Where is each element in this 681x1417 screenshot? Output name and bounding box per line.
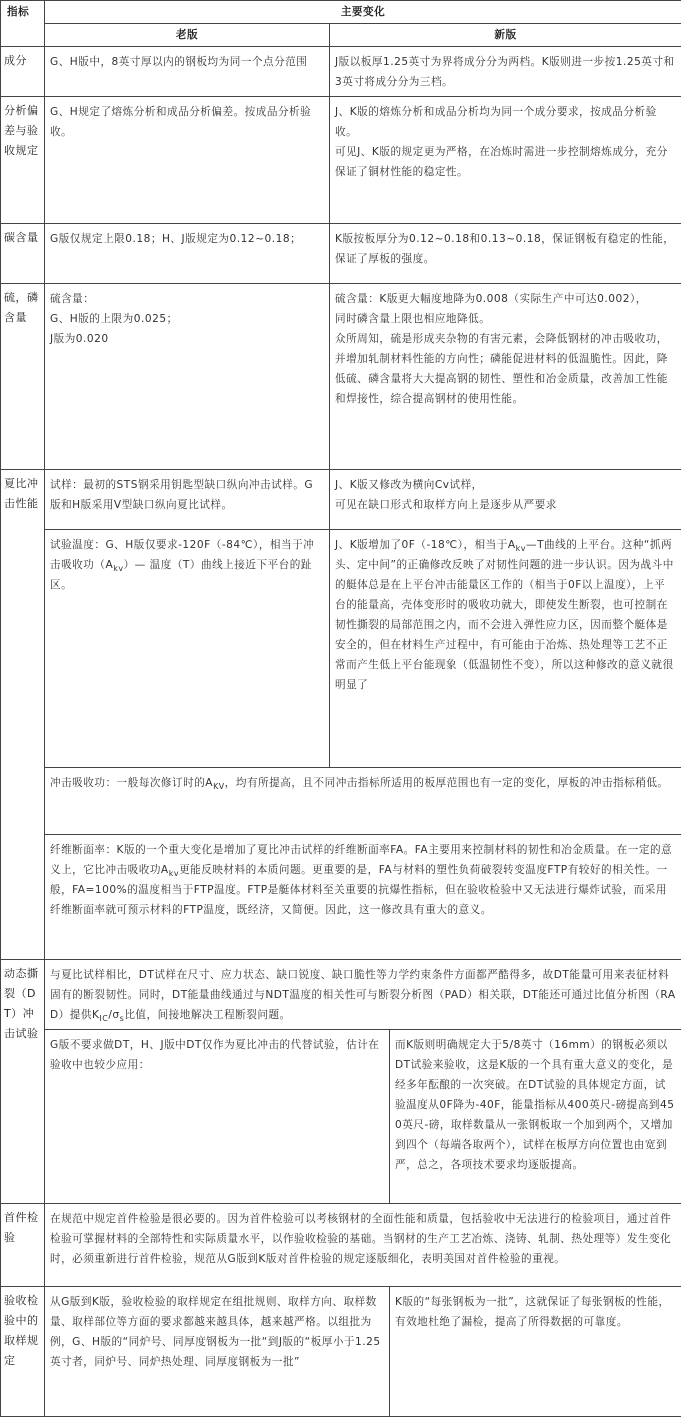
- new-text: [330, 284, 681, 470]
- paragraph: 硫含量：: [50, 289, 324, 309]
- row-label: 硫，磷含量: [1, 284, 45, 470]
- header-indicator: 指标: [1, 1, 45, 47]
- row-charpy-temperature: [1, 530, 681, 768]
- old-text: 试验温度：G、H版仅要求-120F（-84℃），相当于冲击吸收功$(A_{kv})—$ 温度（T）曲线上接近下平台的趾区。: [45, 530, 330, 768]
- old-text: G版仅规定上限0.18；H、J版规定为0.12~0.18；: [45, 224, 330, 284]
- row-label: 动态撕裂（DT）冲击试验: [1, 960, 45, 1204]
- paragraph: J版为0.020: [50, 329, 324, 349]
- paragraph: 可见在缺口形式和取样方向上是逐步从严要求: [335, 495, 676, 515]
- old-text: [45, 284, 330, 470]
- header-old: 老版: [45, 24, 330, 47]
- full-text: 纤维断面率：K版的一个重大变化是增加了夏比冲击试样的纤维断面率FA。FA主要用来控制材料的韧性和冶金质量。在一定的意义上，它比冲击吸收功$A_{kv}$更能反映材料的本质问题。更重要的是，FA与材料的塑性负荷破裂转变温度FTP有较好的相关性。一般，FA=100%的温度相当于FTP温度。FTP是艇体材料至关重要的抗爆性指标，但在验收检验中又无法进行爆炸试验，而采用纤维断面率就可预示材料的FTP温度，既经济，又简便。因此，这一修改具有重大的意义。: [45, 835, 681, 960]
- row-first-inspection: [1, 1204, 681, 1287]
- header-row-2: [1, 24, 681, 47]
- paragraph: 硫含量：K版更大幅度地降为0.008（实际生产中可达0.002），: [335, 289, 676, 309]
- paragraph: J、K版的熔炼分析和成品分析均为同一个成分要求，按成品分析验收。: [335, 102, 676, 142]
- paragraph: 可见J、K版的规定更为严格，在冶炼时需进一步控制熔炼成分，充分保证了铜材性能的稳定性。: [335, 142, 676, 182]
- row-carbon: [1, 224, 681, 284]
- row-label: 碳含量: [1, 224, 45, 284]
- full-text: 冲击吸收功：一般每次修订时的$A_{KV}$，均有所提高，且不同冲击指标所适用的板厚范围也有一定的变化，厚板的冲击指标稍低。: [45, 768, 681, 835]
- row-sulfur-phosphorus: [1, 284, 681, 470]
- row-charpy-fiber: [1, 835, 681, 960]
- row-charpy-sample: [1, 470, 681, 530]
- old-text: G、H规定了熔炼分析和成品分析偏差。按成品分析验收。: [45, 97, 330, 224]
- new-text: [330, 97, 681, 224]
- paragraph: J、K版又修改为横向Cv试样，: [335, 475, 676, 495]
- row-label: 首件检验: [1, 1204, 45, 1287]
- row-composition: [1, 47, 681, 97]
- old-text: G、H版中，8英寸厚以内的钢板均为同一个点分范围: [45, 47, 330, 97]
- new-text: [330, 470, 681, 530]
- paragraph: 同时磷含量上限也相应地降低。: [335, 309, 676, 329]
- row-analysis-deviation: [1, 97, 681, 224]
- row-label: 验收检验中的取样规定: [1, 1287, 45, 1417]
- full-text: 在规范中规定首件检验是很必要的。因为首件检验可以考核钢材的全面性能和质量，包括验收中无法进行的检验项目，通过首件检验可掌握材料的全部特性和实际质量水平，以作验收检验的基础。当钢材的生产工艺冶炼、浇铸、轧制、热处理等）发生变化时，必须重新进行首件检验，规范从G版到K版对首件检验的规定逐版细化，表明美国对首件检验的重视。: [45, 1204, 681, 1287]
- row-label: 成分: [1, 47, 45, 97]
- row-dt-versions: [1, 1030, 681, 1204]
- row-dt-intro: [1, 960, 681, 1030]
- row-label: 分析偏差与验收规定: [1, 97, 45, 224]
- header-row-1: [1, 1, 681, 24]
- row-charpy-energy: [1, 768, 681, 835]
- row-sampling: [1, 1287, 681, 1417]
- header-main-changes: 主要变化: [45, 1, 681, 24]
- old-text: 试样：最初的STS钢采用钥匙型缺口纵向冲击试样。G版和H版采用V型缺口纵向夏比试样。: [45, 470, 330, 530]
- old-text: G版不要求做DT，H、J版中DT仅作为夏比冲击的代替试验，估计在验收中也较少应用：: [45, 1030, 390, 1204]
- header-new: 新版: [330, 24, 681, 47]
- row-label: 夏比冲击性能: [1, 470, 45, 960]
- paragraph: 众所周知，硫是形成夹杂物的有害元素，会降低钢材的冲击吸收功，并增加轧制材料性能的方向性；磷能促进材料的低温脆性。因此，降低硫、磷含量将大大提高钢的韧性、塑性和冶金质量，改善加工性能和焊接性，综合提高钢材的使用性能。: [335, 329, 676, 409]
- old-text: 从G版到K版，验收检验的取样规定在组批规则、取样方向、取样数量、取样部位等方面的要求都越来越具体，越来越严格。以组批为例，G、H版的“同炉号、同厚度钢板为一批“到J版的“板厚小于1.25英寸者，同炉号、同炉热处理、同厚度钢板为一批”: [45, 1287, 390, 1417]
- new-text: J、K版增加了0F（-18℃），相当于$A_{kv}—T$曲线的上平台。这种“抓两头、定中间”的正确修改反映了对韧性问题的进一步认识。因为战斗中的艇体总是在上平台冲击能量区工作的（相当于0F以上温度），上平台的能量高，壳体变形时的吸收功就大，即使发生断裂，也可控制在韧性撕裂的局部范围之内，而不会进入弹性应力区，因而整个艇体是安全的，但在材料生产过程中，有可能由于冶炼、热处理等工艺不正常而产生低上平台能现象（低温韧性不变），所以这种修改的意义就很明显了: [330, 530, 681, 768]
- new-text: K版的“每张钢板为一批”，这就保证了每张钢板的性能，有效地杜绝了漏检，提高了所得数据的可靠度。: [390, 1287, 681, 1417]
- paragraph: G、H版的上限为0.025；: [50, 309, 324, 329]
- new-text: 而K版则明确规定大于5/8英寸（16mm）的钢板必须以DT试验来验收，这是K版的一个具有重大意义的变化，是经多年酝酿的一次突破。在DT试验的具体规定方面，试验温度从0F降为-40F，能量指标从400英尺-磅提高到450英尺-磅，取样数量从一张钢板取一个加到两个，又增加到四个（每端各取两个），试样在板厚方向位置也由宽到严，总之，各项技术要求均逐版提高。: [390, 1030, 681, 1204]
- new-text: K版按板厚分为0.12~0.18和0.13~0.18，保证钢板有稳定的性能，保证了厚板的强度。: [330, 224, 681, 284]
- new-text: J版以板厚1.25英寸为界将成分分为两档。K版则进一步按1.25英寸和3英寸将成分分为三档。: [330, 47, 681, 97]
- full-text: 与夏比试样相比，DT试样在尺寸、应力状态、缺口锐度、缺口脆性等力学约束条件方面都严酷得多，故DT能量可用来表征材料固有的断裂韧性。同时，DT能量曲线通过与NDT温度的相关性可与断裂分析图（PAD）相关联，DT能还可通过比值分析图（RAD）提供$K_{IC}/\sigma_s$比值，间接地解决工程断裂问题。: [45, 960, 681, 1030]
